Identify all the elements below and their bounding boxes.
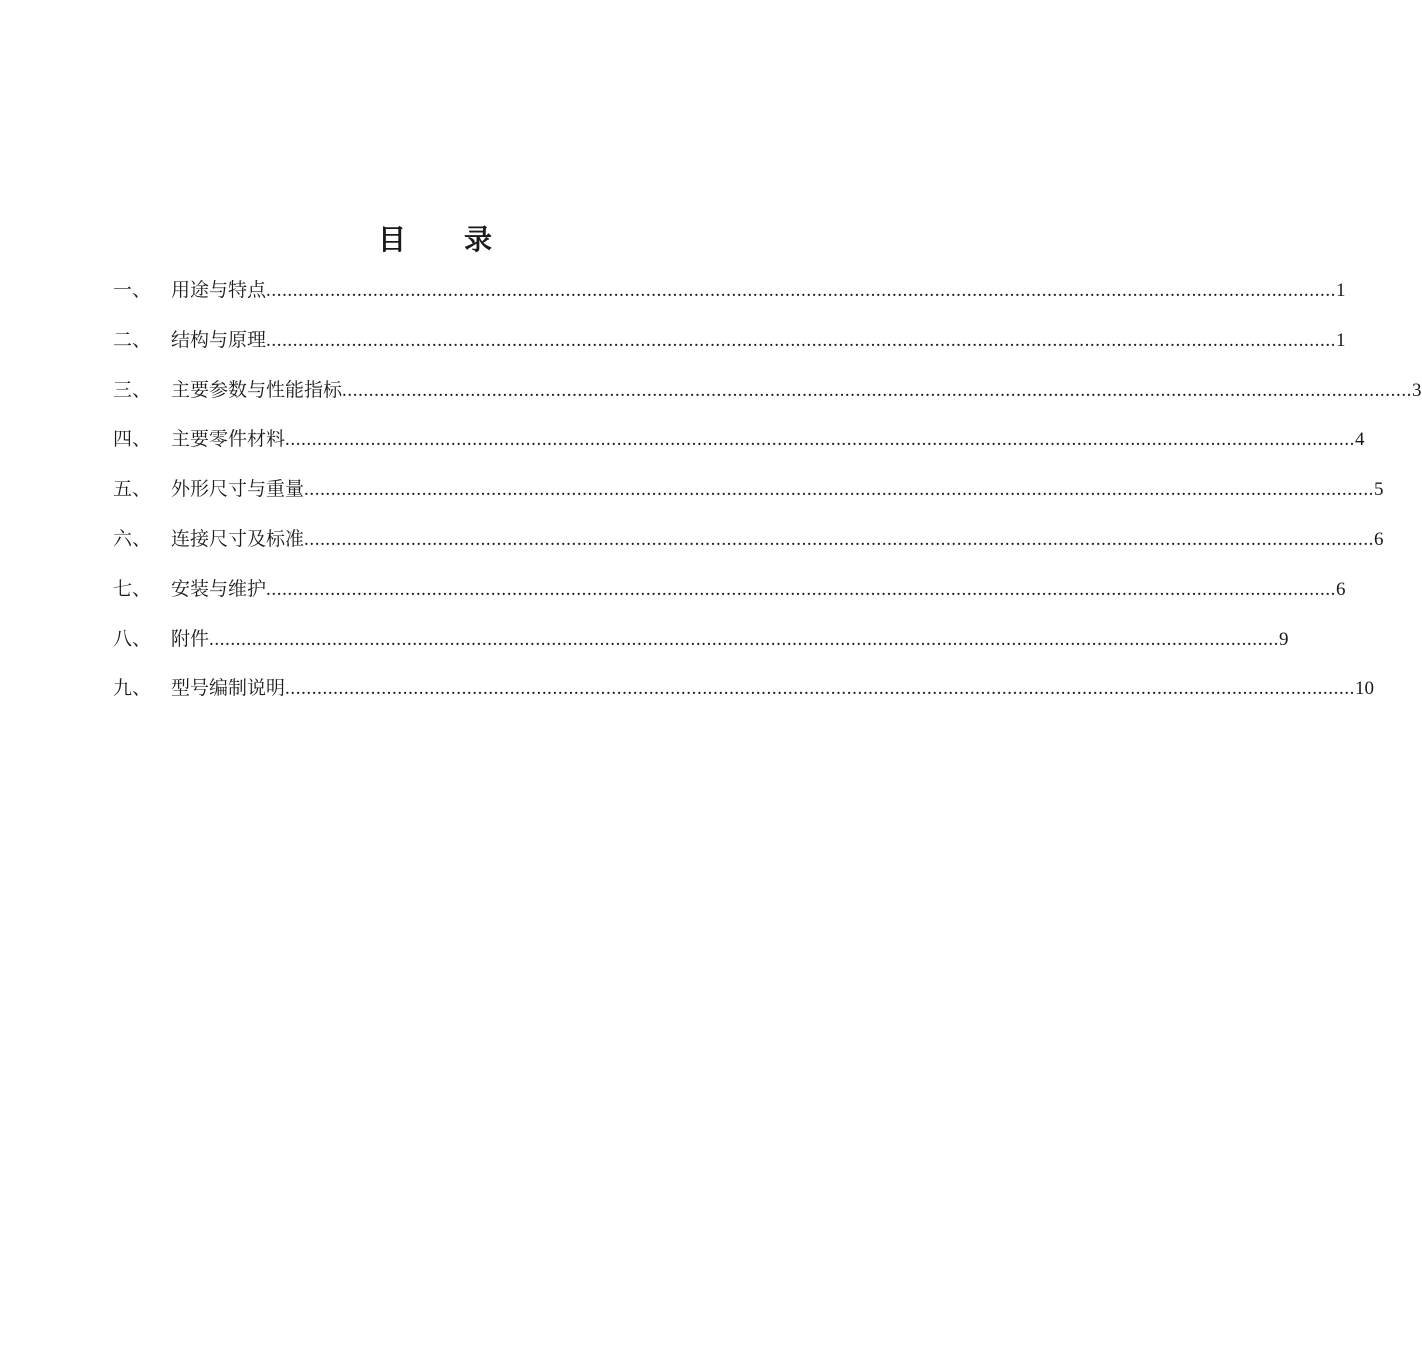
- toc-entry-label: 型号编制说明: [171, 677, 286, 700]
- toc-entry-label: 主要零件材料: [171, 428, 286, 451]
- toc-leader-dots: ........................................................................................................................................................................................................: [342, 379, 1413, 401]
- toc-entry-number: 五、: [113, 478, 152, 501]
- toc-entry[interactable]: [113, 420, 1365, 470]
- toc-leader-dots: ........................................................................................................................................................................................................: [266, 578, 1337, 600]
- toc-title: [0, 222, 870, 258]
- toc-entry[interactable]: [113, 371, 1422, 421]
- toc-entry-number: 二、: [113, 328, 152, 351]
- toc-entry-number: 八、: [113, 627, 152, 650]
- toc-entry-number: 六、: [113, 527, 152, 550]
- toc-title-char-1: 目: [377, 223, 406, 256]
- toc-entry-page: 3: [1412, 379, 1422, 401]
- toc-entry-label: 用途与特点: [171, 279, 267, 301]
- toc-entry[interactable]: [113, 271, 1346, 321]
- toc-entry-page: 1: [1336, 329, 1346, 351]
- toc-leader-dots: ........................................................................................................................................................................................................: [209, 628, 1280, 650]
- toc-entry-number: 一、: [113, 279, 152, 301]
- toc-entry-label: 附件: [171, 627, 210, 650]
- toc-leader-dots: ........................................................................................................................................................................................................: [266, 280, 1337, 301]
- toc-entry-label: 结构与原理: [171, 328, 267, 351]
- toc-entry-label: 主要参数与性能指标: [171, 378, 343, 401]
- toc-entry-page: 10: [1355, 678, 1375, 700]
- toc-leader-dots: ........................................................................................................................................................................................................: [266, 329, 1337, 351]
- toc-leader-dots: ........................................................................................................................................................................................................: [304, 479, 1375, 501]
- toc-entry[interactable]: [113, 470, 1384, 520]
- toc-entry[interactable]: [113, 321, 1346, 371]
- toc-entry-page: 4: [1355, 429, 1365, 451]
- toc-entry[interactable]: [113, 520, 1384, 570]
- toc-entry-page: 6: [1336, 578, 1346, 600]
- toc-entry-label: 外形尺寸与重量: [171, 478, 305, 501]
- toc-entry-number: 四、: [113, 428, 152, 451]
- toc-leader-dots: ........................................................................................................................................................................................................: [285, 429, 1356, 451]
- toc-title-char-2: 录: [464, 223, 493, 256]
- toc-leader-dots: ........................................................................................................................................................................................................: [285, 678, 1356, 700]
- toc-entry-number: 三、: [113, 378, 152, 401]
- toc-leader-dots: ........................................................................................................................................................................................................: [304, 528, 1375, 550]
- toc-entry-page: 6: [1374, 528, 1384, 550]
- toc-entry-page: 1: [1336, 280, 1346, 301]
- toc-entry-label: 安装与维护: [171, 577, 267, 600]
- toc-entry-page: 5: [1374, 479, 1384, 501]
- toc-list: [113, 271, 1422, 719]
- toc-entry[interactable]: [113, 620, 1289, 670]
- toc-entry-number: 七、: [113, 577, 152, 600]
- toc-entry-label: 连接尺寸及标准: [171, 527, 305, 550]
- toc-entry-number: 九、: [113, 677, 152, 700]
- toc-entry-page: 9: [1279, 628, 1289, 650]
- toc-entry[interactable]: [113, 570, 1346, 620]
- toc-entry[interactable]: [113, 669, 1375, 719]
